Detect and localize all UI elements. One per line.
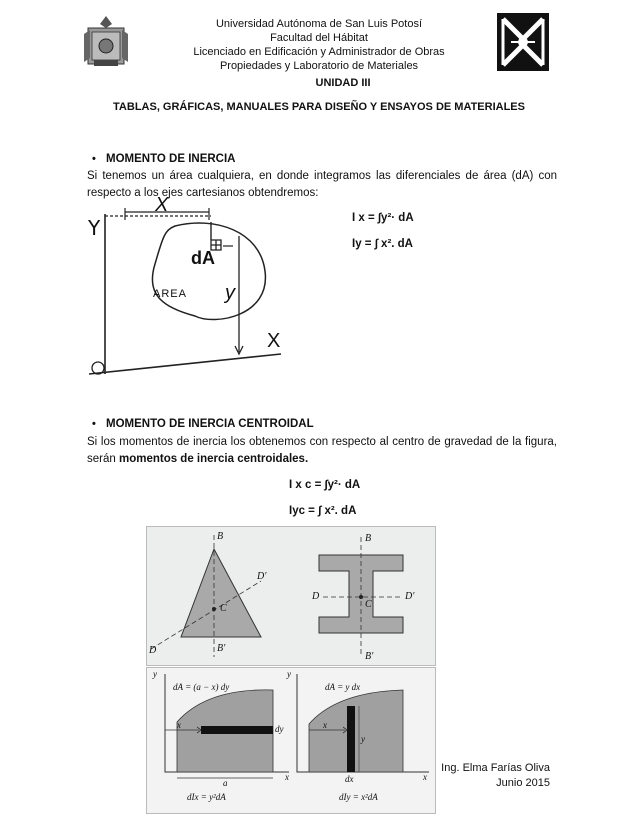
bullet-icon: • xyxy=(92,418,96,430)
header-degree: Licenciado en Edificación y Administrador de Obras xyxy=(193,46,445,58)
right-dx-label: dx xyxy=(345,774,354,784)
sketch-y-label: Y xyxy=(88,216,101,240)
tri-c-label: C xyxy=(220,603,227,614)
i-b2-label: B′ xyxy=(365,651,374,662)
formula-ix: I x = ∫y²· dA xyxy=(352,212,414,224)
sketch-y-dist-label: y xyxy=(225,282,235,304)
formula-iy: Iy = ∫ x². dA xyxy=(352,238,413,250)
right-x-label: x xyxy=(323,720,327,730)
author-name: Ing. Elma Farías Oliva xyxy=(441,762,550,774)
formula-iyc: Iyc = ∫ x². dA xyxy=(289,505,357,517)
centroid-figure-bottom xyxy=(146,667,436,814)
unit-number: UNIDAD III xyxy=(315,77,371,89)
left-y-axis-label: y xyxy=(153,669,157,679)
i-c-label: C xyxy=(365,599,372,610)
i-b-label: B xyxy=(365,533,372,544)
section2-text: Si los momentos de inercia los obtenemos con respecto al centro de gravedad de la figura, serán xyxy=(87,436,557,465)
tri-b2-label: B′ xyxy=(217,643,226,654)
section1-heading xyxy=(92,153,236,165)
right-x-axis-label: x xyxy=(423,772,427,782)
header-course: Propiedades y Laboratorio de Materiales xyxy=(219,60,419,72)
area-sketch xyxy=(85,196,300,381)
centroid-figure-top xyxy=(146,526,436,666)
sketch-x-label: X xyxy=(155,194,169,216)
sketch-x-axis-label: X xyxy=(267,330,281,352)
section2-heading-text: MOMENTO DE INERCIA CENTROIDAL xyxy=(106,418,314,430)
left-a-label: a xyxy=(223,778,228,788)
document-date: Junio 2015 xyxy=(496,777,550,789)
tri-b-label: B xyxy=(217,531,224,542)
tri-d-label: D xyxy=(149,645,157,656)
tri-d2-label: D′ xyxy=(257,571,267,582)
section1-paragraph: Si tenemos un área cualquiera, en donde integramos las diferenciales de área (dA) con respecto a los ejes cartesianos obtendremos: xyxy=(87,170,557,199)
unit-title: TABLAS, GRÁFICAS, MANUALES PARA DISEÑO Y ENSAYOS DE MATERIALES xyxy=(113,101,525,113)
section2-heading xyxy=(92,418,314,430)
section1-heading-text: MOMENTO DE INERCIA xyxy=(106,153,236,165)
right-diy-equation: dIy = x²dA xyxy=(339,792,378,802)
sketch-da-label: dA xyxy=(191,248,215,268)
formula-ixc: I x c = ∫y²· dA xyxy=(289,479,361,491)
header-university: Universidad Autónoma de San Luis Potosí xyxy=(215,18,423,30)
section2-paragraph xyxy=(87,434,557,468)
left-da-equation: dA = (a − x) dy xyxy=(173,682,230,692)
i-d2-label: D′ xyxy=(405,591,415,602)
header-faculty: Facultad del Hábitat xyxy=(270,32,368,44)
sketch-area-label: AREA xyxy=(153,288,187,300)
bullet-icon: • xyxy=(92,153,96,165)
left-x-axis-label: x xyxy=(285,772,289,782)
right-da-equation: dA = y dx xyxy=(325,682,361,692)
left-dix-equation: dIx = y²dA xyxy=(187,792,226,802)
section2-text-bold: momentos de inercia centroidales. xyxy=(118,453,309,465)
right-y-in-label: y xyxy=(361,734,365,744)
left-dy-label: dy xyxy=(275,724,284,734)
left-x-label: x xyxy=(177,720,181,730)
i-d-label: D xyxy=(312,591,320,602)
right-y-axis-label: y xyxy=(287,669,291,679)
